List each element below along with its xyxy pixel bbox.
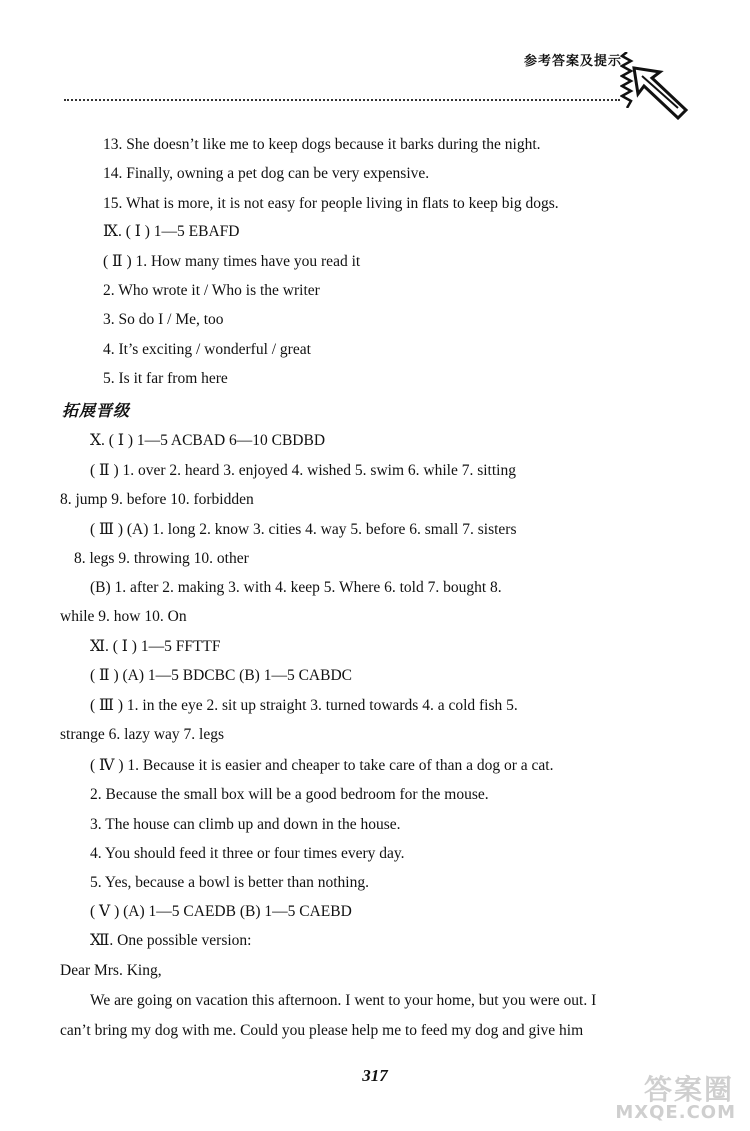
answer-line: Ⅻ. One possible version: xyxy=(90,932,252,949)
section-heading: 拓展晋级 xyxy=(62,401,131,420)
answer-line: 3. The house can climb up and down in the house. xyxy=(90,816,401,833)
answer-line: ( Ⅱ ) 1. over 2. heard 3. enjoyed 4. wished 5. swim 6. while 7. sitting xyxy=(90,462,516,479)
header-dotted-rule xyxy=(64,99,620,101)
answer-line: Ⅺ. ( Ⅰ ) 1—5 FFTTF xyxy=(90,638,221,655)
watermark-logo-text: 答案圈 xyxy=(643,1073,734,1106)
answer-line: Ⅹ. ( Ⅰ ) 1—5 ACBAD 6—10 CBDBD xyxy=(90,432,326,449)
watermark-url-text: MXQE.COM xyxy=(615,1102,736,1123)
answer-line: ( Ⅱ ) (A) 1—5 BDCBC (B) 1—5 CABDC xyxy=(90,667,352,684)
answer-line: We are going on vacation this afternoon. I went to your home, but you were out. I xyxy=(90,992,597,1009)
answer-line: ( Ⅲ ) 1. in the eye 2. sit up straight 3. turned towards 4. a cold fish 5. xyxy=(90,697,518,714)
answer-line: 4. You should feed it three or four times every day. xyxy=(90,845,405,862)
answer-line: ( Ⅱ ) 1. How many times have you read it xyxy=(103,253,361,270)
answer-line: Dear Mrs. King, xyxy=(60,962,162,979)
answer-line: strange 6. lazy way 7. legs xyxy=(60,726,224,743)
answer-line: 5. Yes, because a bowl is better than nothing. xyxy=(90,874,369,891)
answer-line: can’t bring my dog with me. Could you please help me to feed my dog and give him xyxy=(60,1022,584,1039)
answer-line: while 9. how 10. On xyxy=(60,608,187,625)
answer-line: 3. So do I / Me, too xyxy=(103,311,224,328)
answer-line: Ⅸ. ( Ⅰ ) 1—5 EBAFD xyxy=(103,223,240,240)
answer-line: 8. jump 9. before 10. forbidden xyxy=(60,491,254,508)
arrow-up-left-icon xyxy=(630,64,690,120)
answer-line: 2. Who wrote it / Who is the writer xyxy=(103,282,320,299)
answer-line: 2. Because the small box will be a good bedroom for the mouse. xyxy=(90,786,489,803)
answer-line: 14. Finally, owning a pet dog can be very expensive. xyxy=(103,165,430,182)
answer-line: 15. What is more, it is not easy for people living in flats to keep big dogs. xyxy=(103,195,559,212)
answer-line: ( Ⅴ ) (A) 1—5 CAEDB (B) 1—5 CAEBD xyxy=(90,903,352,920)
page-number: 317 xyxy=(362,1066,388,1085)
answer-line: 5. Is it far from here xyxy=(103,370,228,387)
answer-line: 8. legs 9. throwing 10. other xyxy=(74,550,249,567)
answer-line: (B) 1. after 2. making 3. with 4. keep 5. Where 6. told 7. bought 8. xyxy=(90,579,502,596)
answer-line: 4. It’s exciting / wonderful / great xyxy=(103,341,311,358)
watermark-logo xyxy=(600,1068,740,1126)
answer-line: ( Ⅳ ) 1. Because it is easier and cheaper to take care of than a dog or a cat. xyxy=(90,757,554,774)
header-title: 参考答案及提示 xyxy=(523,54,622,69)
answer-line: 13. She doesn’t like me to keep dogs because it barks during the night. xyxy=(103,136,541,153)
answer-line: ( Ⅲ ) (A) 1. long 2. know 3. cities 4. way 5. before 6. small 7. sisters xyxy=(90,521,517,538)
